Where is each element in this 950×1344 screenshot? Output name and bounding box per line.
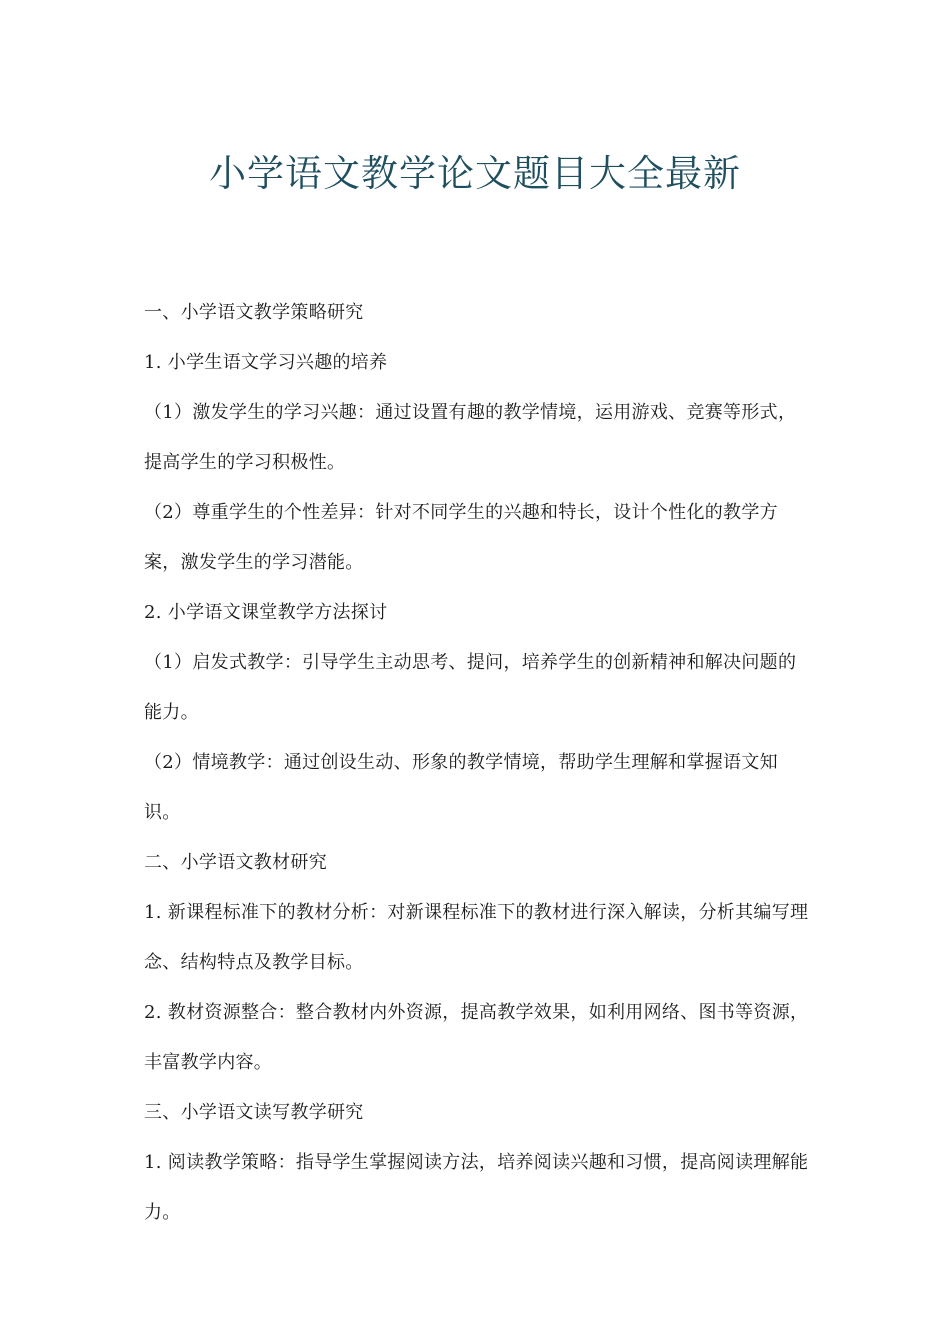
paragraph: 1. 新课程标准下的教材分析：对新课程标准下的教材进行深入解读，分析其编写理念、结构特点及教学目标。 (144, 902, 809, 973)
subsection-heading: 2. 小学语文课堂教学方法探讨 (144, 602, 388, 623)
paragraph: （2）尊重学生的个性差异：针对不同学生的兴趣和特长，设计个性化的教学方案，激发学生的学习潜能。 (144, 502, 778, 573)
paragraph: （1）启发式教学：引导学生主动思考、提问，培养学生的创新精神和解决问题的能力。 (144, 652, 797, 723)
section-heading: 一、小学语文教学策略研究 (144, 302, 364, 323)
subsection-heading: 1. 小学生语文学习兴趣的培养 (144, 352, 388, 373)
document-body (144, 288, 812, 1238)
paragraph: 1. 阅读教学策略：指导学生掌握阅读方法，培养阅读兴趣和习惯，提高阅读理解能力。 (144, 1152, 809, 1223)
section-heading: 二、小学语文教材研究 (144, 852, 327, 873)
paragraph: （1）激发学生的学习兴趣：通过设置有趣的教学情境，运用游戏、竞赛等形式，提高学生的学习积极性。 (144, 402, 797, 473)
document-title: 小学语文教学论文题目大全最新 (209, 152, 741, 195)
section-heading: 三、小学语文读写教学研究 (144, 1102, 364, 1123)
paragraph: （2）情境教学：通过创设生动、形象的教学情境，帮助学生理解和掌握语文知识。 (144, 752, 778, 823)
paragraph: 2. 教材资源整合：整合教材内外资源，提高教学效果，如利用网络、图书等资源，丰富教学内容。 (144, 1002, 809, 1073)
